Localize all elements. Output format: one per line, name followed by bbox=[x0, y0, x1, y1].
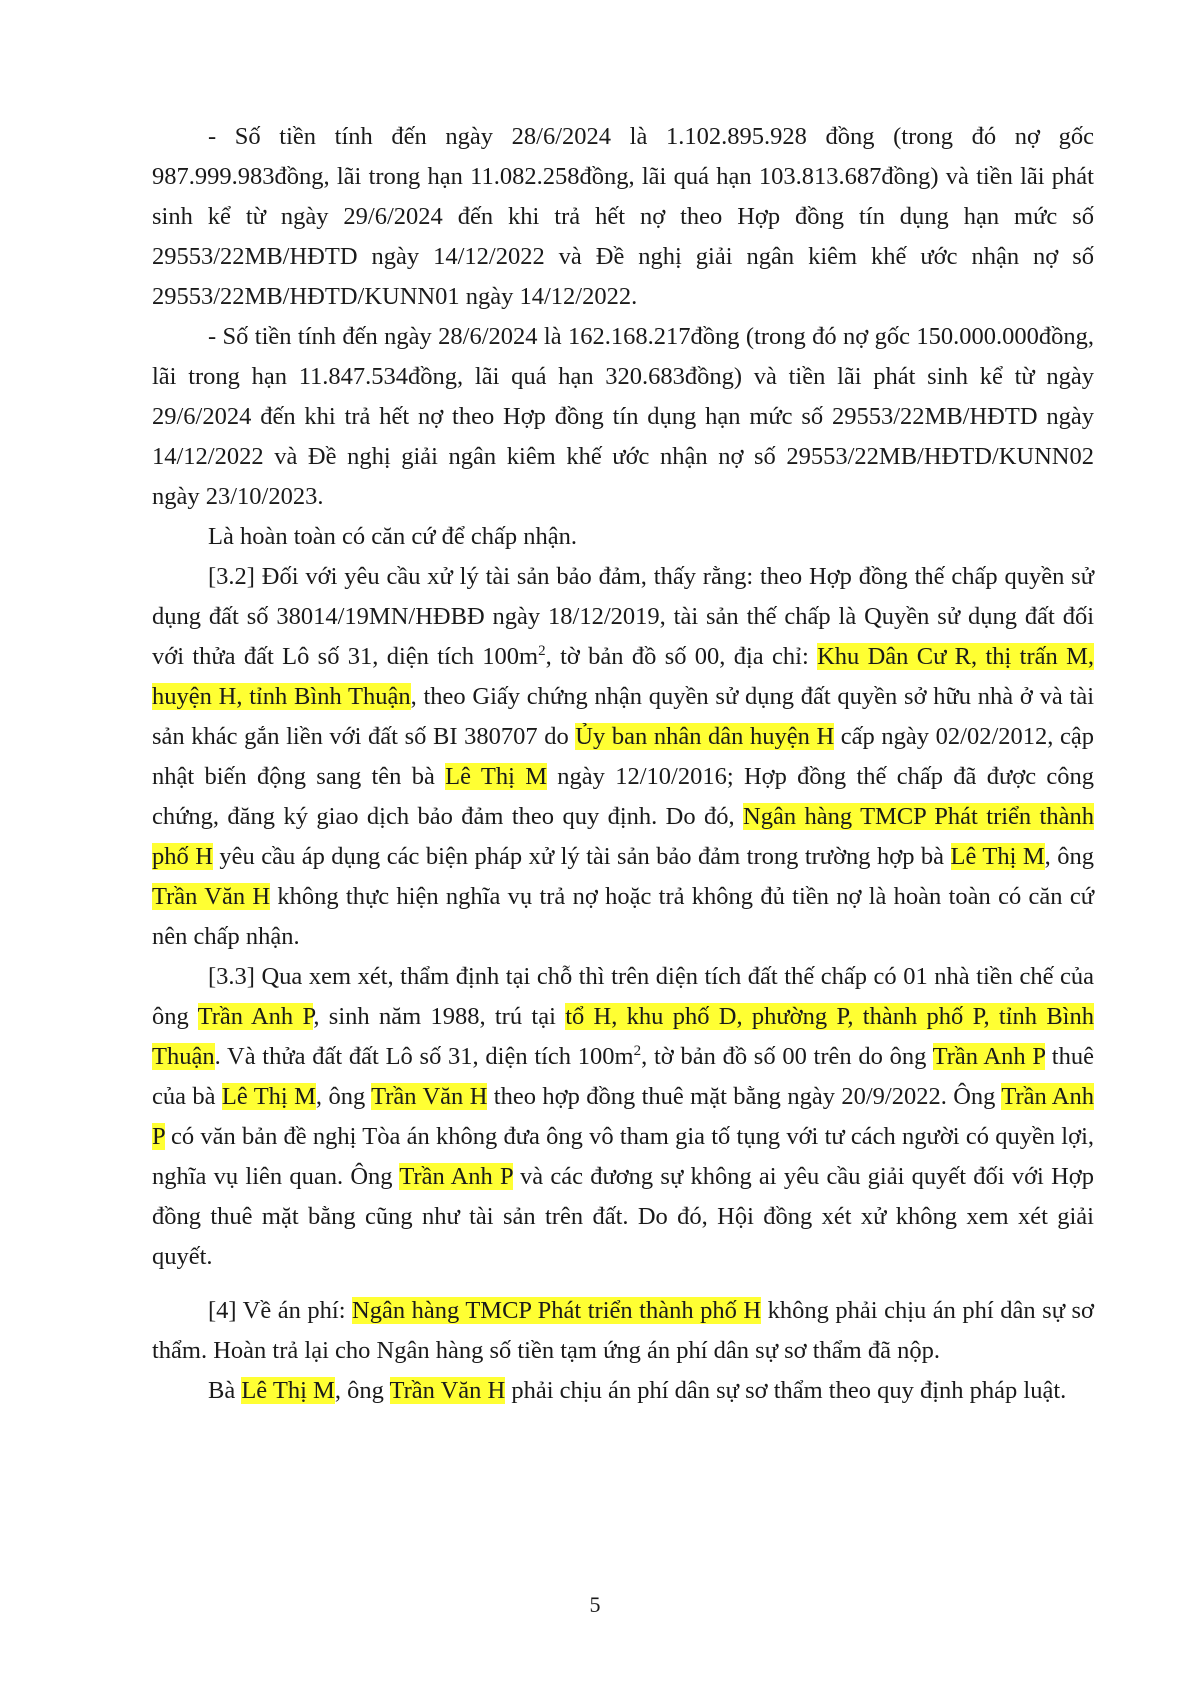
text-segment: , ông bbox=[1044, 843, 1094, 870]
text-segment: , ông bbox=[334, 1377, 390, 1404]
text-segment: [3.2] Đối với yêu cầu xử lý tài sản bảo đảm, thấy rằng: theo Hợp đồng thế chấp quyền sử dụng đất số 38014/19MN/HĐBĐ ngày 18/12/2019, tài sản thế chấp là Quyền sử dụng đất đối với thửa đất Lô số 31, diện tích 100m bbox=[152, 563, 1094, 670]
highlighted-text: Ngân hàng TMCP Phát triển thành phố H bbox=[152, 803, 1094, 870]
text-segment: Bà bbox=[208, 1377, 242, 1404]
paragraph bbox=[152, 517, 1094, 557]
text-segment: [3.3] Qua xem xét, thẩm định tại chỗ thì trên diện tích đất thế chấp có 01 nhà tiền chế của ông bbox=[152, 963, 1094, 1030]
paragraph bbox=[152, 117, 1094, 317]
text-segment: cấp ngày 02/02/2012, cập nhật biến động sang tên bà bbox=[152, 723, 1094, 790]
highlighted-text: Trần Anh P bbox=[932, 1043, 1046, 1070]
paragraph bbox=[152, 957, 1094, 1277]
highlighted-text: Trần Văn H bbox=[371, 1083, 488, 1110]
highlighted-text: Ngân hàng TMCP Phát triển thành phố H bbox=[352, 1297, 762, 1324]
highlighted-text: Lê Thị M bbox=[241, 1377, 335, 1404]
paragraph bbox=[152, 1291, 1094, 1371]
text-segment: . Và thửa đất đất Lô số 31, diện tích 100m bbox=[214, 1043, 634, 1070]
highlighted-text: Lê Thị M bbox=[221, 1083, 316, 1110]
paragraph bbox=[152, 557, 1094, 957]
highlighted-text: Lê Thị M bbox=[445, 763, 547, 790]
text-segment: , tờ bản đồ số 00 trên do ông bbox=[641, 1043, 933, 1070]
text-segment: yêu cầu áp dụng các biện pháp xử lý tài sản bảo đảm trong trường hợp bà bbox=[212, 843, 951, 870]
text-segment: - Số tiền tính đến ngày 28/6/2024 là 162.168.217đồng (trong đó nợ gốc 150.000.000đồng, lãi trong hạn 11.847.534đồng, lãi quá hạn 320.683đồng) và tiền lãi phát sinh kể từ ngày 29/6/2024 đến khi trả hết nợ theo Hợp đồng tín dụng hạn mức số 29553/22MB/HĐTD ngày 14/12/2022 và Đề nghị giải ngân kiêm khế ước nhận nợ số 29553/22MB/HĐTD/KUNN02 ngày 23/10/2023. bbox=[152, 323, 1094, 510]
document-body bbox=[152, 117, 1094, 1411]
text-segment: ngày 12/10/2016; Hợp đồng thế chấp đã được công chứng, đăng ký giao dịch bảo đảm theo quy định. Do đó, bbox=[152, 763, 1094, 830]
text-segment: - Số tiền tính đến ngày 28/6/2024 là 1.102.895.928 đồng (trong đó nợ gốc 987.999.983đồng, lãi trong hạn 11.082.258đồng, lãi quá hạn 103.813.687đồng) và tiền lãi phát sinh kể từ ngày 29/6/2024 đến khi trả hết nợ theo Hợp đồng tín dụng hạn mức số 29553/22MB/HĐTD ngày 14/12/2022 và Đề nghị giải ngân kiêm khế ước nhận nợ số 29553/22MB/HĐTD/KUNN01 ngày 14/12/2022. bbox=[152, 123, 1094, 310]
text-segment: thuê của bà bbox=[152, 1043, 1094, 1110]
text-segment: theo hợp đồng thuê mặt bằng ngày 20/9/2022. Ông bbox=[487, 1083, 1002, 1110]
highlighted-text: Trần Văn H bbox=[389, 1377, 506, 1404]
highlighted-text: Trần Anh P bbox=[152, 1083, 1094, 1150]
highlighted-text: Trần Văn H bbox=[152, 883, 271, 910]
text-segment: không thực hiện nghĩa vụ trả nợ hoặc trả không đủ tiền nợ là hoàn toàn có căn cứ nên chấp nhận. bbox=[152, 883, 1094, 950]
text-segment: [4] Về án phí: bbox=[208, 1297, 353, 1324]
text-segment: phải chịu án phí dân sự sơ thẩm theo quy định pháp luật. bbox=[505, 1377, 1067, 1404]
text-segment: , theo Giấy chứng nhận quyền sử dụng đất quyền sở hữu nhà ở và tài sản khác gắn liền với đất số BI 380707 do bbox=[152, 683, 1094, 750]
text-segment: Là hoàn toàn có căn cứ để chấp nhận. bbox=[208, 523, 578, 550]
highlighted-text: tổ H, khu phố D, phường P, thành phố P, tỉnh Bình Thuận bbox=[152, 1003, 1094, 1070]
highlighted-text: Lê Thị M bbox=[950, 843, 1045, 870]
text-segment: không phải chịu án phí dân sự sơ thẩm. Hoàn trả lại cho Ngân hàng số tiền tạm ứng án phí dân sự sơ thẩm đã nộp. bbox=[152, 1297, 1094, 1364]
text-segment: , sinh năm 1988, trú tại bbox=[313, 1003, 566, 1030]
text-segment: , ông bbox=[315, 1083, 372, 1110]
text-segment: có văn bản đề nghị Tòa án không đưa ông vô tham gia tố tụng với tư cách người có quyền lợi, nghĩa vụ liên quan. Ông bbox=[152, 1123, 1094, 1190]
highlighted-text: Ủy ban nhân dân huyện H bbox=[575, 723, 835, 750]
page-number: 5 bbox=[589, 1592, 601, 1617]
superscript: 2 bbox=[538, 642, 546, 659]
paragraph bbox=[152, 317, 1094, 517]
superscript: 2 bbox=[633, 1042, 642, 1059]
paragraph bbox=[152, 1371, 1094, 1411]
text-segment: , tờ bản đồ số 00, địa chỉ: bbox=[545, 643, 818, 670]
text-segment: và các đương sự không ai yêu cầu giải quyết đối với Hợp đồng thuê mặt bằng cũng như tài sản trên đất. Do đó, Hội đồng xét xử không xem xét giải quyết. bbox=[152, 1163, 1094, 1270]
highlighted-text: Trần Anh P bbox=[197, 1003, 314, 1030]
highlighted-text: Khu Dân Cư R, thị trấn M, huyện H, tỉnh Bình Thuận bbox=[152, 643, 1094, 710]
highlighted-text: Trần Anh P bbox=[399, 1163, 513, 1190]
